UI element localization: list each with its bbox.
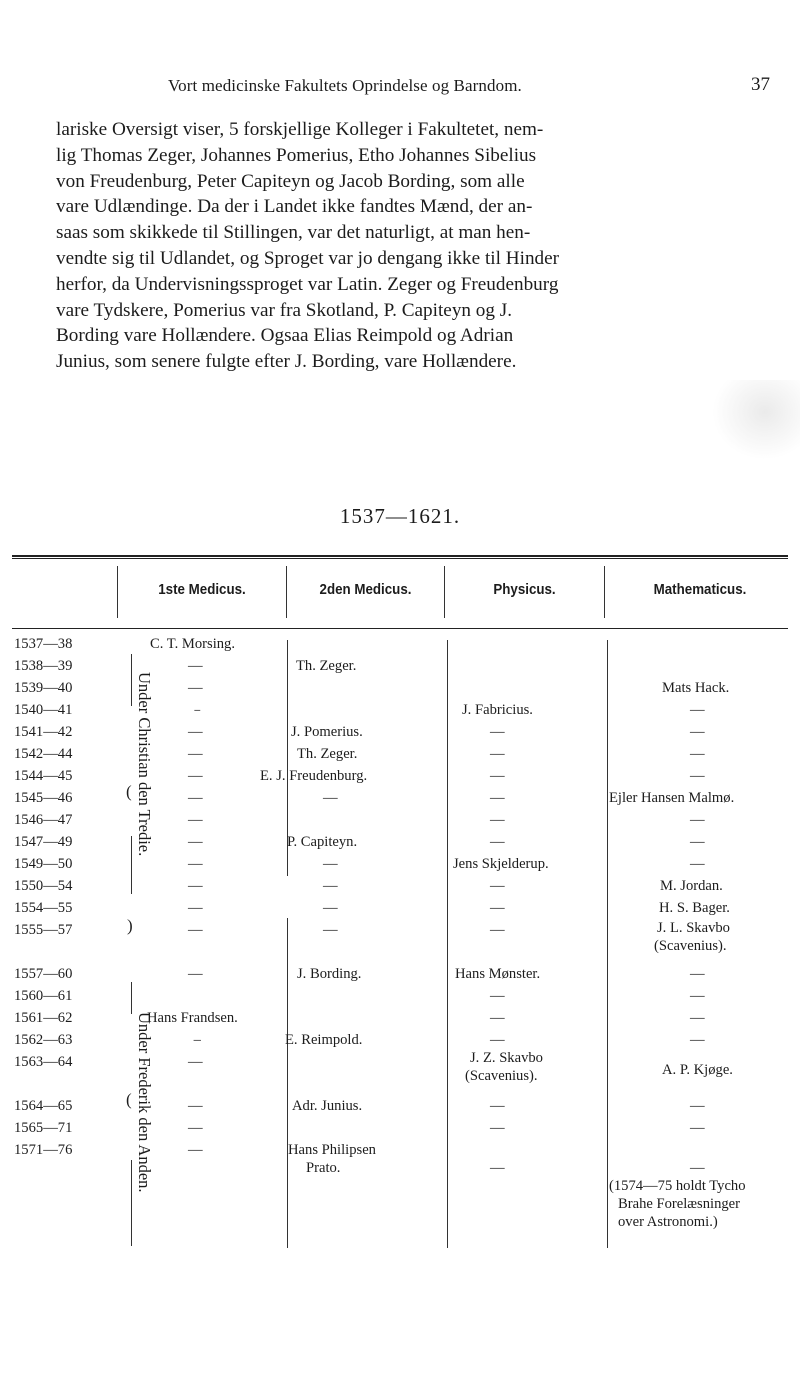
year-cell: 1547—49: [14, 834, 73, 850]
column-header-2den-medicus: 2den Medicus.: [319, 582, 412, 598]
year-cell: 1539—40: [14, 680, 73, 696]
text-line: lariske Oversigt viser, 5 forskjellige Kolleger i Fakultetet, nem-: [56, 119, 544, 140]
year-cell: 1541—42: [14, 724, 73, 740]
col4-note-line-1: (1574—75 holdt Tycho: [609, 1178, 746, 1194]
col3-dash: —: [490, 1160, 505, 1176]
bracket-line: [131, 654, 132, 706]
col2-bording: J. Bording.: [297, 966, 362, 982]
text-line: saas som skikkede til Stillingen, var det naturligt, at man hen-: [56, 222, 531, 244]
table-top-rule-thin: [12, 558, 788, 559]
col3-dash: —: [490, 746, 505, 762]
year-cell: 1564—65: [14, 1098, 73, 1114]
year-cell: 1537—38: [14, 636, 73, 652]
col4-dash: —: [690, 1098, 705, 1114]
year-cell: 1565—71: [14, 1120, 73, 1136]
col3-skjelderup: Jens Skjelderup.: [453, 856, 549, 872]
col1-dash: —: [188, 1120, 203, 1136]
col3-dash: —: [490, 812, 505, 828]
year-cell: 1554—55: [14, 900, 73, 916]
year-cell: 1562—63: [14, 1032, 73, 1048]
year-cell: 1538—39: [14, 658, 73, 674]
col3-fabricius: J. Fabricius.: [462, 702, 533, 718]
reign-label-frederik: Under Frederik den Anden.: [135, 1012, 154, 1193]
bracket-line: [131, 982, 132, 1014]
col4-dash: —: [690, 1160, 705, 1176]
col2-prato: Prato.: [306, 1160, 341, 1176]
year-cell: 1544—45: [14, 768, 73, 784]
col1-dash: —: [188, 900, 203, 916]
col4-hack: Mats Hack.: [662, 680, 730, 696]
col4-note-line-2: Brahe Forelæsninger: [618, 1196, 740, 1212]
year-cell: 1571—76: [14, 1142, 73, 1158]
col3-skavbo: J. Z. Skavbo: [470, 1050, 543, 1066]
column-header-mathematicus: Mathematicus.: [653, 582, 747, 598]
col1-dash: —: [188, 1054, 203, 1070]
text-line: lig Thomas Zeger, Johannes Pomerius, Etho Johannes Sibelius: [56, 144, 537, 166]
header-separator: [286, 566, 287, 618]
brace-mark: (: [126, 782, 132, 801]
header-separator: [604, 566, 605, 618]
text-line: vare Tydskere, Pomerius var fra Skotland, P. Capiteyn og J.: [56, 299, 513, 321]
col1-frandsen: Hans Frandsen.: [147, 1010, 238, 1026]
col1-dash: —: [188, 746, 203, 762]
col4-note-line-3: over Astronomi.): [618, 1214, 718, 1230]
column-header-1ste-medicus: 1ste Medicus.: [158, 582, 246, 598]
table-top-rule: [12, 555, 788, 557]
col2-junius: Adr. Junius.: [292, 1098, 363, 1114]
col3-dash: —: [490, 790, 505, 806]
col3-dash: —: [490, 1032, 505, 1048]
col4-dash: —: [690, 1120, 705, 1136]
col1-dash: —: [193, 1032, 201, 1048]
col2-dash: —: [323, 878, 338, 894]
reign-label-christian: Under Christian den Tredie.: [135, 672, 154, 857]
col2-dash: —: [323, 922, 338, 938]
brace-mark: (: [126, 1090, 132, 1109]
col1-dash: —: [188, 790, 203, 806]
col4-dash: —: [690, 724, 705, 740]
col2-freudenburg: E. J. Freudenburg.: [260, 768, 368, 784]
col4-bager: H. S. Bager.: [659, 900, 730, 916]
col3-monster: Hans Mønster.: [455, 966, 541, 982]
col4-dash: —: [690, 702, 705, 718]
col1-dash: —: [194, 702, 201, 718]
year-cell: 1542—44: [14, 746, 73, 762]
year-cell: 1540—41: [14, 702, 73, 718]
col1-dash: —: [188, 966, 203, 982]
col1-dash: —: [188, 680, 203, 696]
col3-dash: —: [490, 1010, 505, 1026]
text-line: herfor, da Undervisningssproget var Latin. Zeger og Freudenburg: [56, 273, 559, 295]
col4-skavbo: J. L. Skavbo: [657, 920, 730, 936]
text-line: Bording vare Hollændere. Ogsaa Elias Reimpold og Adrian: [56, 325, 514, 347]
col4-jordan: M. Jordan.: [660, 878, 723, 894]
col3-dash: —: [490, 834, 505, 850]
year-cell: 1546—47: [14, 812, 73, 828]
col4-dash: —: [690, 746, 705, 762]
brace-mark: ): [127, 916, 133, 935]
body-paragraph: [56, 117, 746, 375]
running-title: Vort medicinske Fakultets Oprindelse og Barndom.: [168, 76, 522, 95]
col1-dash: —: [188, 856, 203, 872]
col4-ejler: Ejler Hansen Malmø.: [609, 790, 735, 806]
year-cell: 1555—57: [14, 922, 73, 938]
col4-dash: —: [690, 1032, 705, 1048]
col2-dash: —: [323, 900, 338, 916]
col4-dash: —: [690, 1010, 705, 1026]
col4-dash: —: [690, 988, 705, 1004]
col2-zeger-2: Th. Zeger.: [297, 746, 358, 762]
col2-zeger: Th. Zeger.: [296, 658, 357, 674]
paper-stain: [712, 380, 800, 460]
column-header-physicus: Physicus.: [493, 582, 556, 598]
column-separator: [607, 640, 608, 1248]
col3-dash: —: [490, 1098, 505, 1114]
col3-dash: —: [490, 1120, 505, 1136]
col2-dash: —: [323, 790, 338, 806]
text-line: vare Udlændinge. Da der i Landet ikke fandtes Mænd, der an-: [56, 196, 533, 218]
col4-scavenius: (Scavenius).: [654, 938, 727, 954]
year-cell: 1561—62: [14, 1010, 73, 1026]
page-number: 37: [751, 74, 770, 95]
col3-dash: —: [490, 724, 505, 740]
col1-dash: —: [188, 834, 203, 850]
col1-morsing: C. T. Morsing.: [150, 636, 236, 652]
col4-dash: —: [690, 768, 705, 784]
col3-scavenius: (Scavenius).: [465, 1068, 538, 1084]
text-line: Junius, som senere fulgte efter J. Bording, vare Hollændere.: [56, 351, 517, 373]
col2-pomerius: J. Pomerius.: [291, 724, 363, 740]
col1-dash: —: [188, 922, 203, 938]
col1-dash: —: [188, 812, 203, 828]
header-separator: [117, 566, 118, 618]
col4-dash: —: [690, 856, 705, 872]
col1-dash: —: [188, 1142, 203, 1158]
year-cell: 1549—50: [14, 856, 73, 872]
column-separator: [287, 918, 288, 1248]
header-separator: [444, 566, 445, 618]
col1-dash: —: [188, 658, 203, 674]
col3-dash: —: [490, 988, 505, 1004]
col2-dash: —: [323, 856, 338, 872]
col1-dash: —: [188, 768, 203, 784]
text-line: von Freudenburg, Peter Capiteyn og Jacob Bording, som alle: [56, 170, 525, 192]
col1-dash: —: [188, 878, 203, 894]
bracket-line: [131, 836, 132, 894]
table-header-rule: [12, 628, 788, 629]
col3-dash: —: [490, 900, 505, 916]
col4-dash: —: [690, 966, 705, 982]
col3-dash: —: [490, 878, 505, 894]
col1-dash: —: [188, 724, 203, 740]
col2-philipsen: Hans Philipsen: [288, 1142, 376, 1158]
text-line: vendte sig til Udlandet, og Sproget var jo dengang ikke til Hinder: [56, 247, 560, 269]
year-cell: 1557—60: [14, 966, 73, 982]
column-separator: [447, 640, 448, 1248]
year-cell: 1545—46: [14, 790, 73, 806]
col3-dash: —: [490, 768, 505, 784]
year-cell: 1560—61: [14, 988, 73, 1004]
col2-capiteyn: P. Capiteyn.: [287, 834, 358, 850]
bracket-line: [131, 1160, 132, 1246]
col2-reimpold: E. Reimpold.: [285, 1032, 363, 1048]
period-heading: 1537—1621.: [339, 504, 461, 528]
year-cell: 1563—64: [14, 1054, 73, 1070]
col4-dash: —: [690, 812, 705, 828]
running-header: [0, 76, 800, 106]
col1-dash: —: [188, 1098, 203, 1114]
col4-kjoge: A. P. Kjøge.: [662, 1062, 733, 1078]
col4-dash: —: [690, 834, 705, 850]
col3-dash: —: [490, 922, 505, 938]
year-cell: 1550—54: [14, 878, 73, 894]
